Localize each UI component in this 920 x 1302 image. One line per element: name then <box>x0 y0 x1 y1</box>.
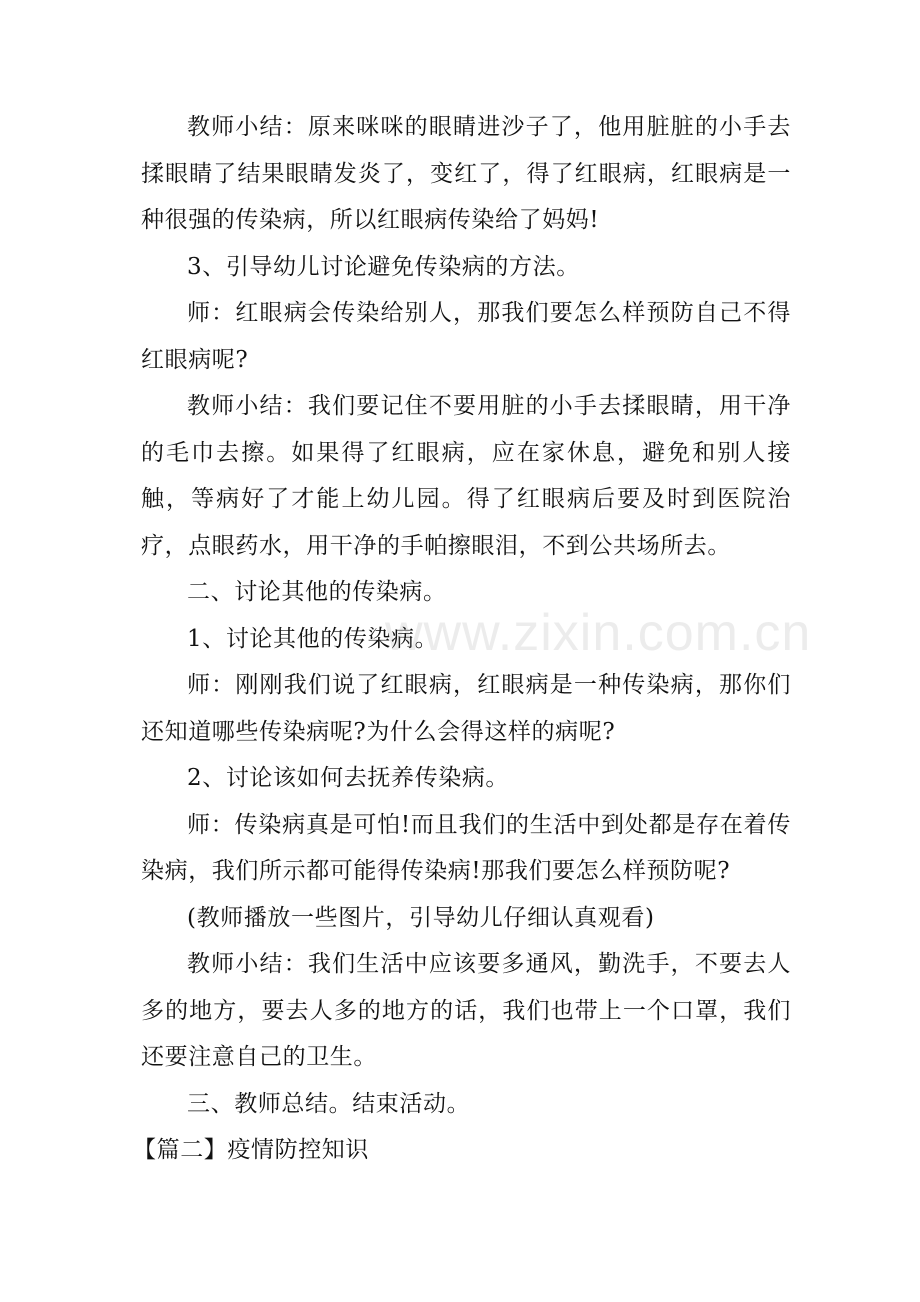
paragraph-teacher-summary-3: 教师小结：我们生活中应该要多通风，勤洗手，不要去人多的地方，要去人多的地方的话，我们也带上一个口罩，我们还要注意自己的卫生。 <box>141 951 791 1070</box>
paragraph-teacher-question-2: 师：刚刚我们说了红眼病，红眼病是一种传染病，那你们还知道哪些传染病呢?为什么会得这样的病呢? <box>141 672 791 745</box>
paragraph-section-2-title: 二、讨论其他的传染病。 <box>187 579 447 605</box>
paragraph-step-3: 3、引导幼儿讨论避免传染病的方法。 <box>187 253 580 280</box>
paragraph-teacher-summary-1: 教师小结：原来咪咪的眼睛进沙子了，他用脏脏的小手去揉眼睛了结果眼睛发炎了，变红了，得了红眼病，红眼病是一种很强的传染病，所以红眼病传染给了妈妈! <box>141 114 791 233</box>
paragraph-step-1: 1、讨论其他的传染病。 <box>187 625 439 652</box>
paragraph-teacher-question-3: 师：传染病真是可怕!而且我们的生活中到处都是存在着传染病，我们所示都可能得传染病!那我们要怎么样预防呢? <box>141 811 791 884</box>
paragraph-teacher-summary-2: 教师小结：我们要记住不要用脏的小手去揉眼睛，用干净的毛巾去擦。如果得了红眼病，应在家休息，避免和别人接触，等病好了才能上幼儿园。得了红眼病后要及时到医院治疗，点眼药水，用干净的手帕擦眼泪，不到公共场所去。 <box>141 393 791 559</box>
document-body <box>133 104 791 1174</box>
watermark: www.zixin.com.cn <box>385 604 812 662</box>
paragraph-teacher-question-1: 师：红眼病会传染给别人，那我们要怎么样预防自己不得红眼病呢? <box>141 300 791 373</box>
paragraph-section-3-title: 三、教师总结。结束活动。 <box>187 1090 471 1117</box>
paragraph-step-2: 2、讨论该如何去抚养传染病。 <box>187 765 510 791</box>
section-heading: 【篇二】疫情防控知识 <box>133 1137 369 1163</box>
paragraph-teacher-action: (教师播放一些图片，引导幼儿仔细认真观看) <box>187 904 655 931</box>
